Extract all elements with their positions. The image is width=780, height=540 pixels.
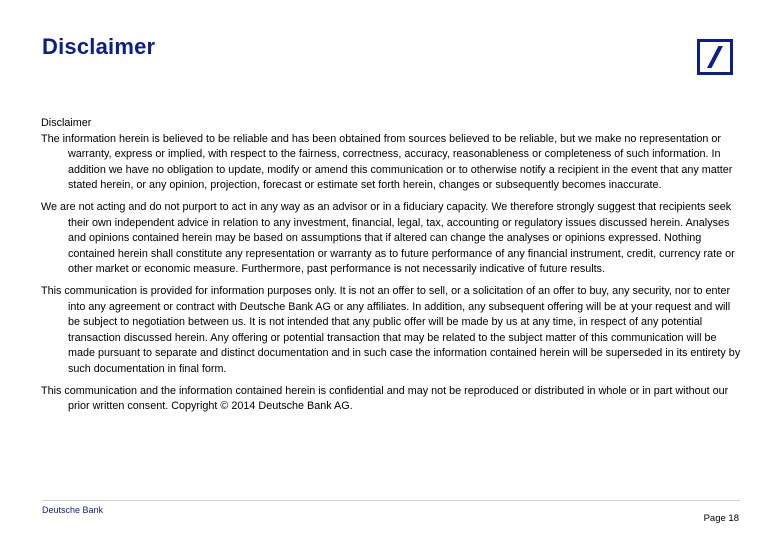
paragraph-copyright: This communication and the information contained herein is confidential and may not be reproduced or distributed in whole or in part without our prior written consent. Copyright © 2014 Deutsche Bank AG. bbox=[41, 384, 729, 413]
section-heading: Disclaimer bbox=[41, 117, 92, 129]
disclaimer-body bbox=[41, 116, 741, 421]
page-title: Disclaimer bbox=[42, 34, 156, 59]
page-number: Page 18 bbox=[703, 513, 739, 524]
footer-brand: Deutsche Bank bbox=[42, 505, 104, 515]
slash-icon bbox=[700, 42, 730, 72]
paragraph-advisor: We are not acting and do not purport to act in any way as an advisor or in a fiduciary capacity. We therefore strongly suggest that recipients seek their own independent advice in relation to any investment, financial, legal, tax, accounting or regulatory issues discussed herein. Analyses and opinions contained herein may be based on assumptions that if altered can change the analyses or opinions expressed. Nothing contained herein shall constitute any representation or warranty as to future performance of any financial instrument, credit, currency rate or other market or economic measure. Furthermore, past performance is not necessarily indicative of future results. bbox=[41, 200, 735, 276]
paragraph-reliability: The information herein is believed to be reliable and has been obtained from sources believed to be reliable, but we make no representation or warranty, express or implied, with respect to the fairness, correctness, accuracy, reasonableness or completeness of such information. In addition we have no obligation to update, modify or amend this communication or to otherwise notify a recipient in the event that any matter stated herein, or any opinion, projection, forecast or estimate set forth herein, changes or subsequently becomes inaccurate. bbox=[41, 132, 733, 192]
paragraph-offer: This communication is provided for information purposes only. It is not an offer to sell, or a solicitation of an offer to buy, any security, nor to enter into any agreement or contract with Deutsche Bank AG or any affiliates. In addition, any subsequent offering will be at your request and will be subject to negotiation between us. It is not intended that any public offer will be made by us at any time, in respect of any potential transaction discussed herein. Any offering or potential transaction that may be related to the subject matter of this communication will be made pursuant to separate and distinct documentation and in such case the information contained herein will be superseded in its entirety by such documentation in final form. bbox=[41, 284, 741, 375]
deutsche-bank-logo-icon bbox=[697, 39, 733, 75]
footer-divider bbox=[42, 500, 740, 501]
